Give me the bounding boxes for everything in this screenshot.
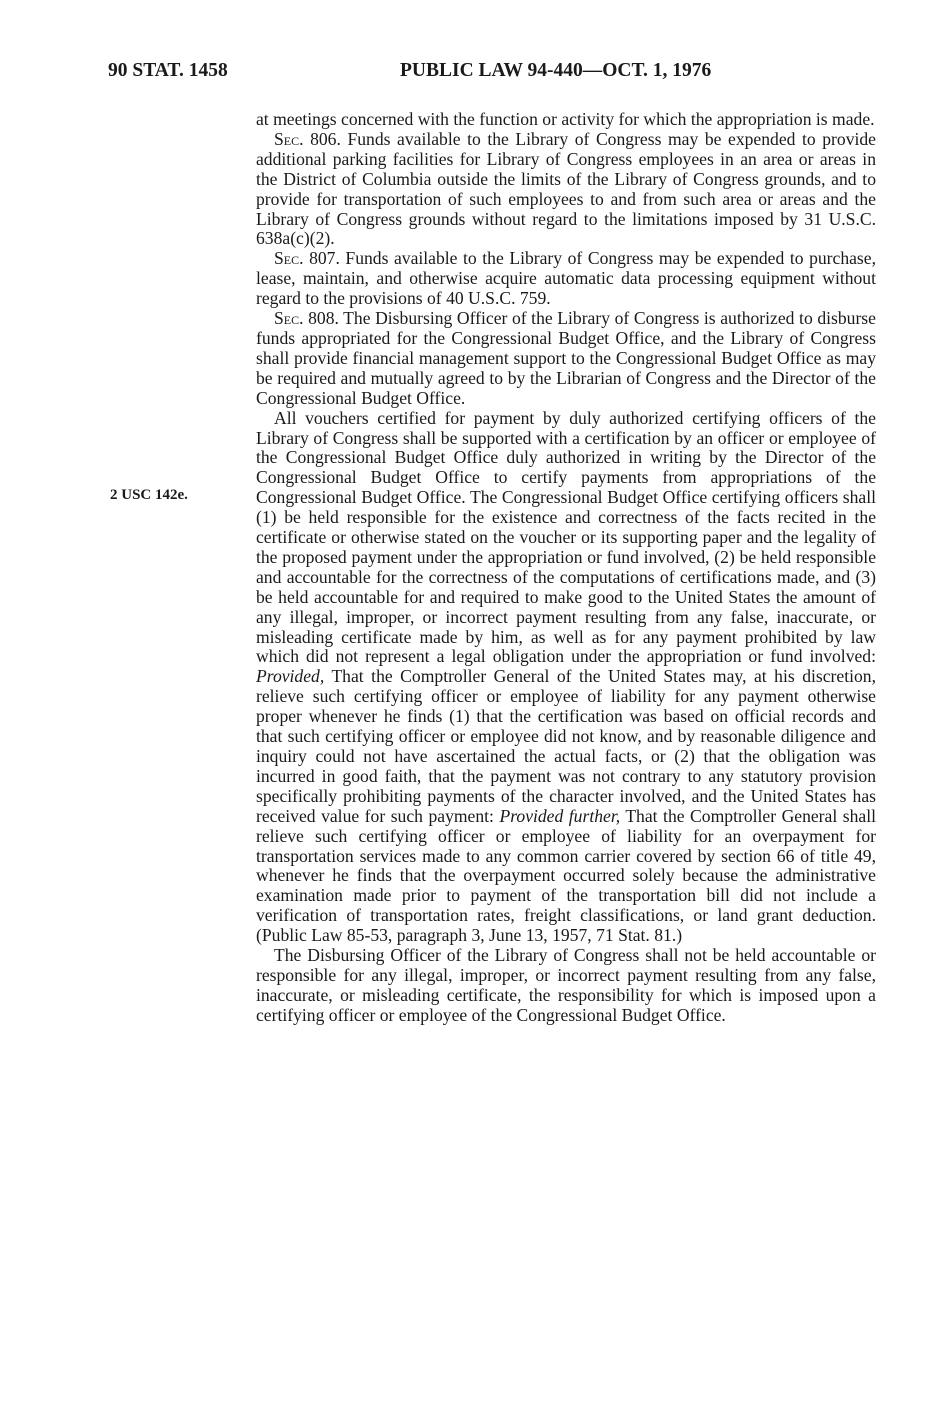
vouchers-paragraph: [256, 409, 876, 946]
provided-proviso: Provided,: [256, 666, 325, 687]
body-text: [256, 110, 876, 1026]
section-label: Sec. 808.: [274, 308, 339, 329]
vouchers-text-a: All vouchers certified for payment by duly authorized certifying officers of the Library of Congress shall be supported with a certification by an officer or employee of the Congressional Budget Office duly authorized in writing by the Director of the Congressional Budget Office to certify payments from appropriations of the Congressional Budget Office. The Congressional Budget Office certifying officers shall (1) be held responsible for the existence and correctness of the facts recited in the certificate or otherwise stated on the voucher or its supporting paper and the legality of the proposed payment under the appropriation or fund involved, (2) be held responsible and accountable for the correctness of the computations of certifications made, and (3) be held accountable for and required to make good to the United States the amount of any illegal, improper, or incorrect payment resulting from any false, inaccurate, or misleading certificate made by him, as well as for any payment prohibited by law which did not represent a legal obligation under the appropriation or fund involved:: [256, 407, 876, 667]
section-text: Funds available to the Library of Congress may be expended to provide additional parking facilities for Library of Congress employees in an area or areas in the District of Columbia outside the limits of the Library of Congress grounds, and to provide for transportation of such employees to and from such area or areas and the Library of Congress grounds without regard to the limitations imposed by 31 U.S.C. 638a(c)(2).: [256, 128, 876, 249]
provided-further-proviso: Provided further,: [499, 805, 621, 826]
section-text: The Disbursing Officer of the Library of Congress is authorized to disburse funds appropriated for the Congressional Budget Office, and the Library of Congress shall provide financial management support to the Congressional Budget Office as may be required and mutually agreed to by the Librarian of Congress and the Director of the Congressional Budget Office.: [256, 308, 876, 408]
section-808: [256, 309, 876, 409]
stat-citation: 90 STAT. 1458: [108, 60, 228, 81]
section-807: [256, 249, 876, 309]
vouchers-text-b: That the Comptroller General of the United States may, at his discretion, relieve such certifying officer or employee of liability for any payment otherwise proper whenever he finds (1) that the certification was based on official records and that such certifying officer or employee did not know, and by reasonable diligence and inquiry could not have ascertained the actual facts, or (2) that the obligation was incurred in good faith, that the payment was not contrary to any statutory provision specifically prohibiting payments of the character involved, and the United States has received value for such payment:: [256, 666, 876, 826]
section-text: Funds available to the Library of Congress may be expended to purchase, lease, maintain, and otherwise acquire automatic data processing equipment without regard to the provisions of 40 U.S.C. 759.: [256, 248, 876, 309]
section-label: Sec. 806.: [274, 128, 341, 149]
running-head: [108, 60, 876, 86]
disbursing-paragraph: The Disbursing Officer of the Library of Congress shall not be held accountable or responsible for any illegal, improper, or incorrect payment resulting from any false, inaccurate, or misleading certificate, the responsibility for which is imposed upon a certifying officer or employee of the Congressional Budget Office.: [256, 945, 876, 1025]
section-806: [256, 130, 876, 249]
section-label: Sec. 807.: [274, 248, 340, 269]
paragraph-continuation: at meetings concerned with the function or activity for which the appropriation is made.: [256, 109, 875, 129]
vouchers-text-c: That the Comptroller General shall relieve such certifying officer or employee of liability for an overpayment for transportation services made to any common carrier covered by section 66 of title 49, whenever he finds that the overpayment occurred solely because the administrative examination made prior to payment of the transportation bill did not include a verification of transportation rates, freight classifications, or land grant deduction. (Public Law 85-53, paragraph 3, June 13, 1957, 71 Stat. 81.): [256, 805, 876, 946]
margin-note-usc: 2 USC 142e.: [110, 487, 188, 503]
law-title: PUBLIC LAW 94-440—OCT. 1, 1976: [400, 60, 712, 81]
